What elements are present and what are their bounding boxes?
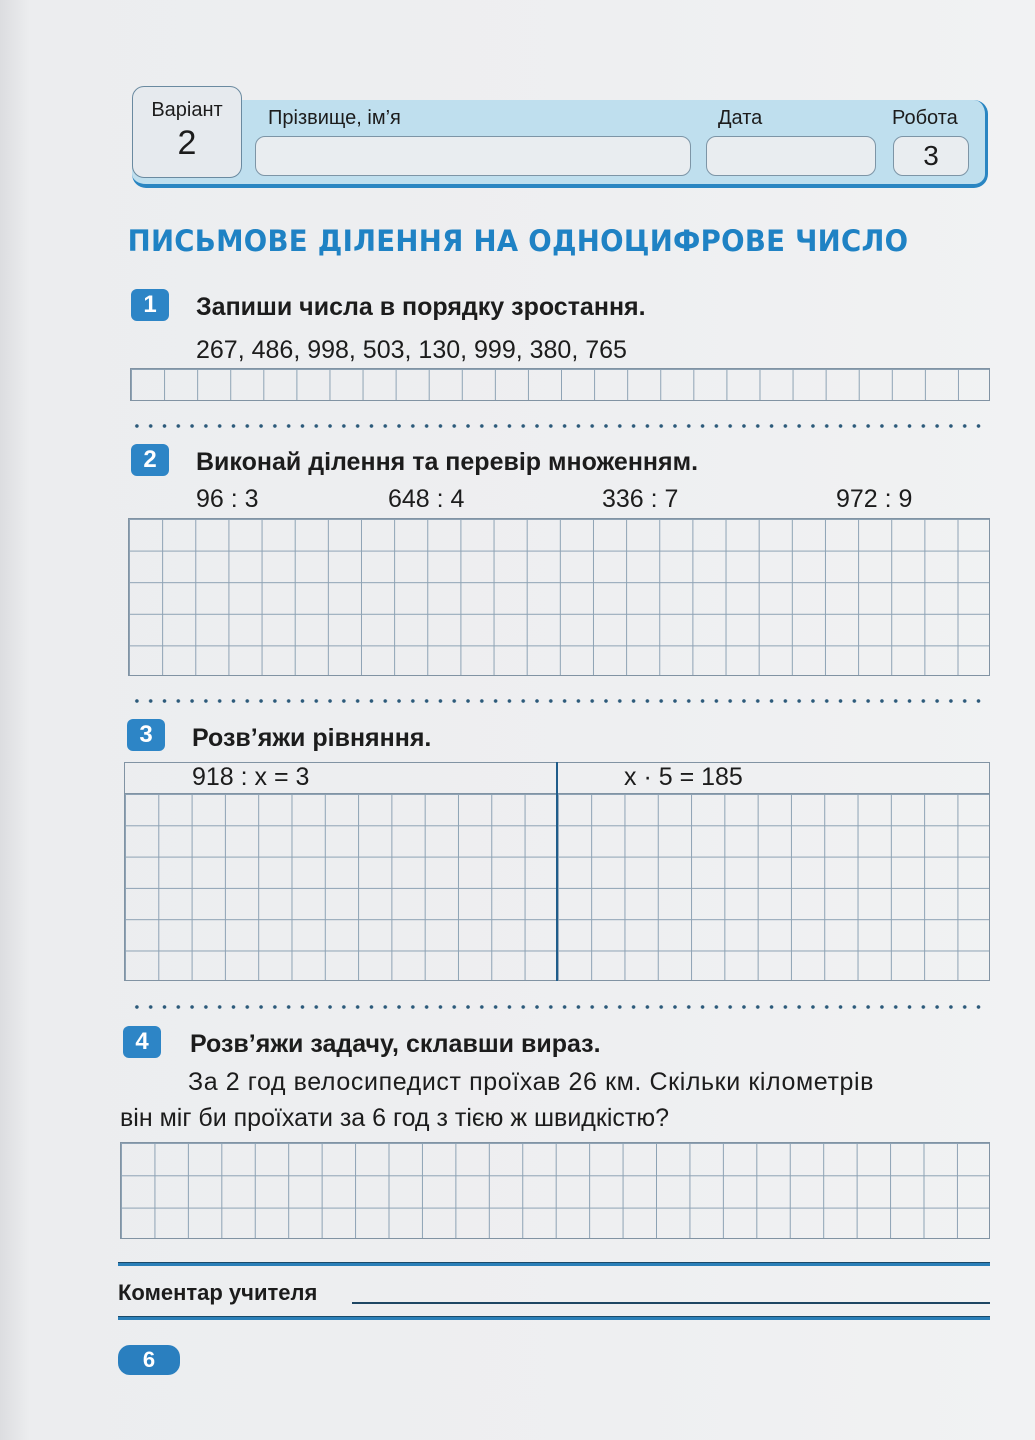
task-4-text-line-1: За 2 год велосипедист проїхав 26 км. Скільки кілометрів <box>188 1068 875 1096</box>
task-2-expression-3: 336 : 7 <box>602 485 679 513</box>
task-3-equation-1: 918 : x = 3 <box>192 763 310 791</box>
date-field[interactable] <box>706 136 876 176</box>
task-2-expression-1: 96 : 3 <box>196 485 259 513</box>
task-4-badge: 4 <box>123 1026 161 1058</box>
page-title: ПИСЬМОВЕ ДІЛЕННЯ НА ОДНОЦИФРОВЕ ЧИСЛО <box>127 224 909 258</box>
work-number: 3 <box>893 136 969 176</box>
task-4-text-line-2: він міг би проїхати за 6 год з тією ж швидкістю? <box>120 1104 669 1132</box>
task-2-title: Виконай ділення та перевір множенням. <box>196 448 699 476</box>
task-1-answer-grid[interactable] <box>130 368 990 401</box>
task-4-answer-grid[interactable] <box>120 1142 990 1239</box>
task-2-expression-2: 648 : 4 <box>388 485 465 513</box>
separator-dots <box>130 1005 990 1009</box>
task-2-answer-grid[interactable] <box>128 518 990 676</box>
variant-value: 2 <box>177 124 197 162</box>
name-label: Прізвище, ім’я <box>268 107 401 129</box>
variant-box <box>132 86 242 178</box>
task-2-badge: 2 <box>131 444 169 476</box>
teacher-comment-field[interactable] <box>352 1302 990 1304</box>
footer-rule-bottom <box>118 1316 990 1320</box>
teacher-comment-label: Коментар учителя <box>118 1280 318 1305</box>
task-4-title: Розв’яжи задачу, склавши вираз. <box>190 1030 601 1058</box>
separator-dots <box>130 699 990 703</box>
date-label: Дата <box>718 107 763 129</box>
name-field[interactable] <box>255 136 691 176</box>
task-2-expression-4: 972 : 9 <box>836 485 913 513</box>
task-1-title: Запиши числа в порядку зростання. <box>196 293 646 321</box>
page-number: 6 <box>118 1345 180 1375</box>
task-1-badge: 1 <box>131 289 169 321</box>
task-3-column-divider <box>556 762 558 981</box>
separator-dots <box>130 424 990 428</box>
work-label: Робота <box>892 107 958 129</box>
footer-rule-top <box>118 1262 990 1266</box>
task-3-title: Розв’яжи рівняння. <box>192 724 432 752</box>
task-1-numbers: 267, 486, 998, 503, 130, 999, 380, 765 <box>196 336 627 364</box>
variant-label: Варіант <box>151 99 223 121</box>
task-3-badge: 3 <box>127 719 165 751</box>
task-3-equation-2: x · 5 = 185 <box>624 763 743 791</box>
